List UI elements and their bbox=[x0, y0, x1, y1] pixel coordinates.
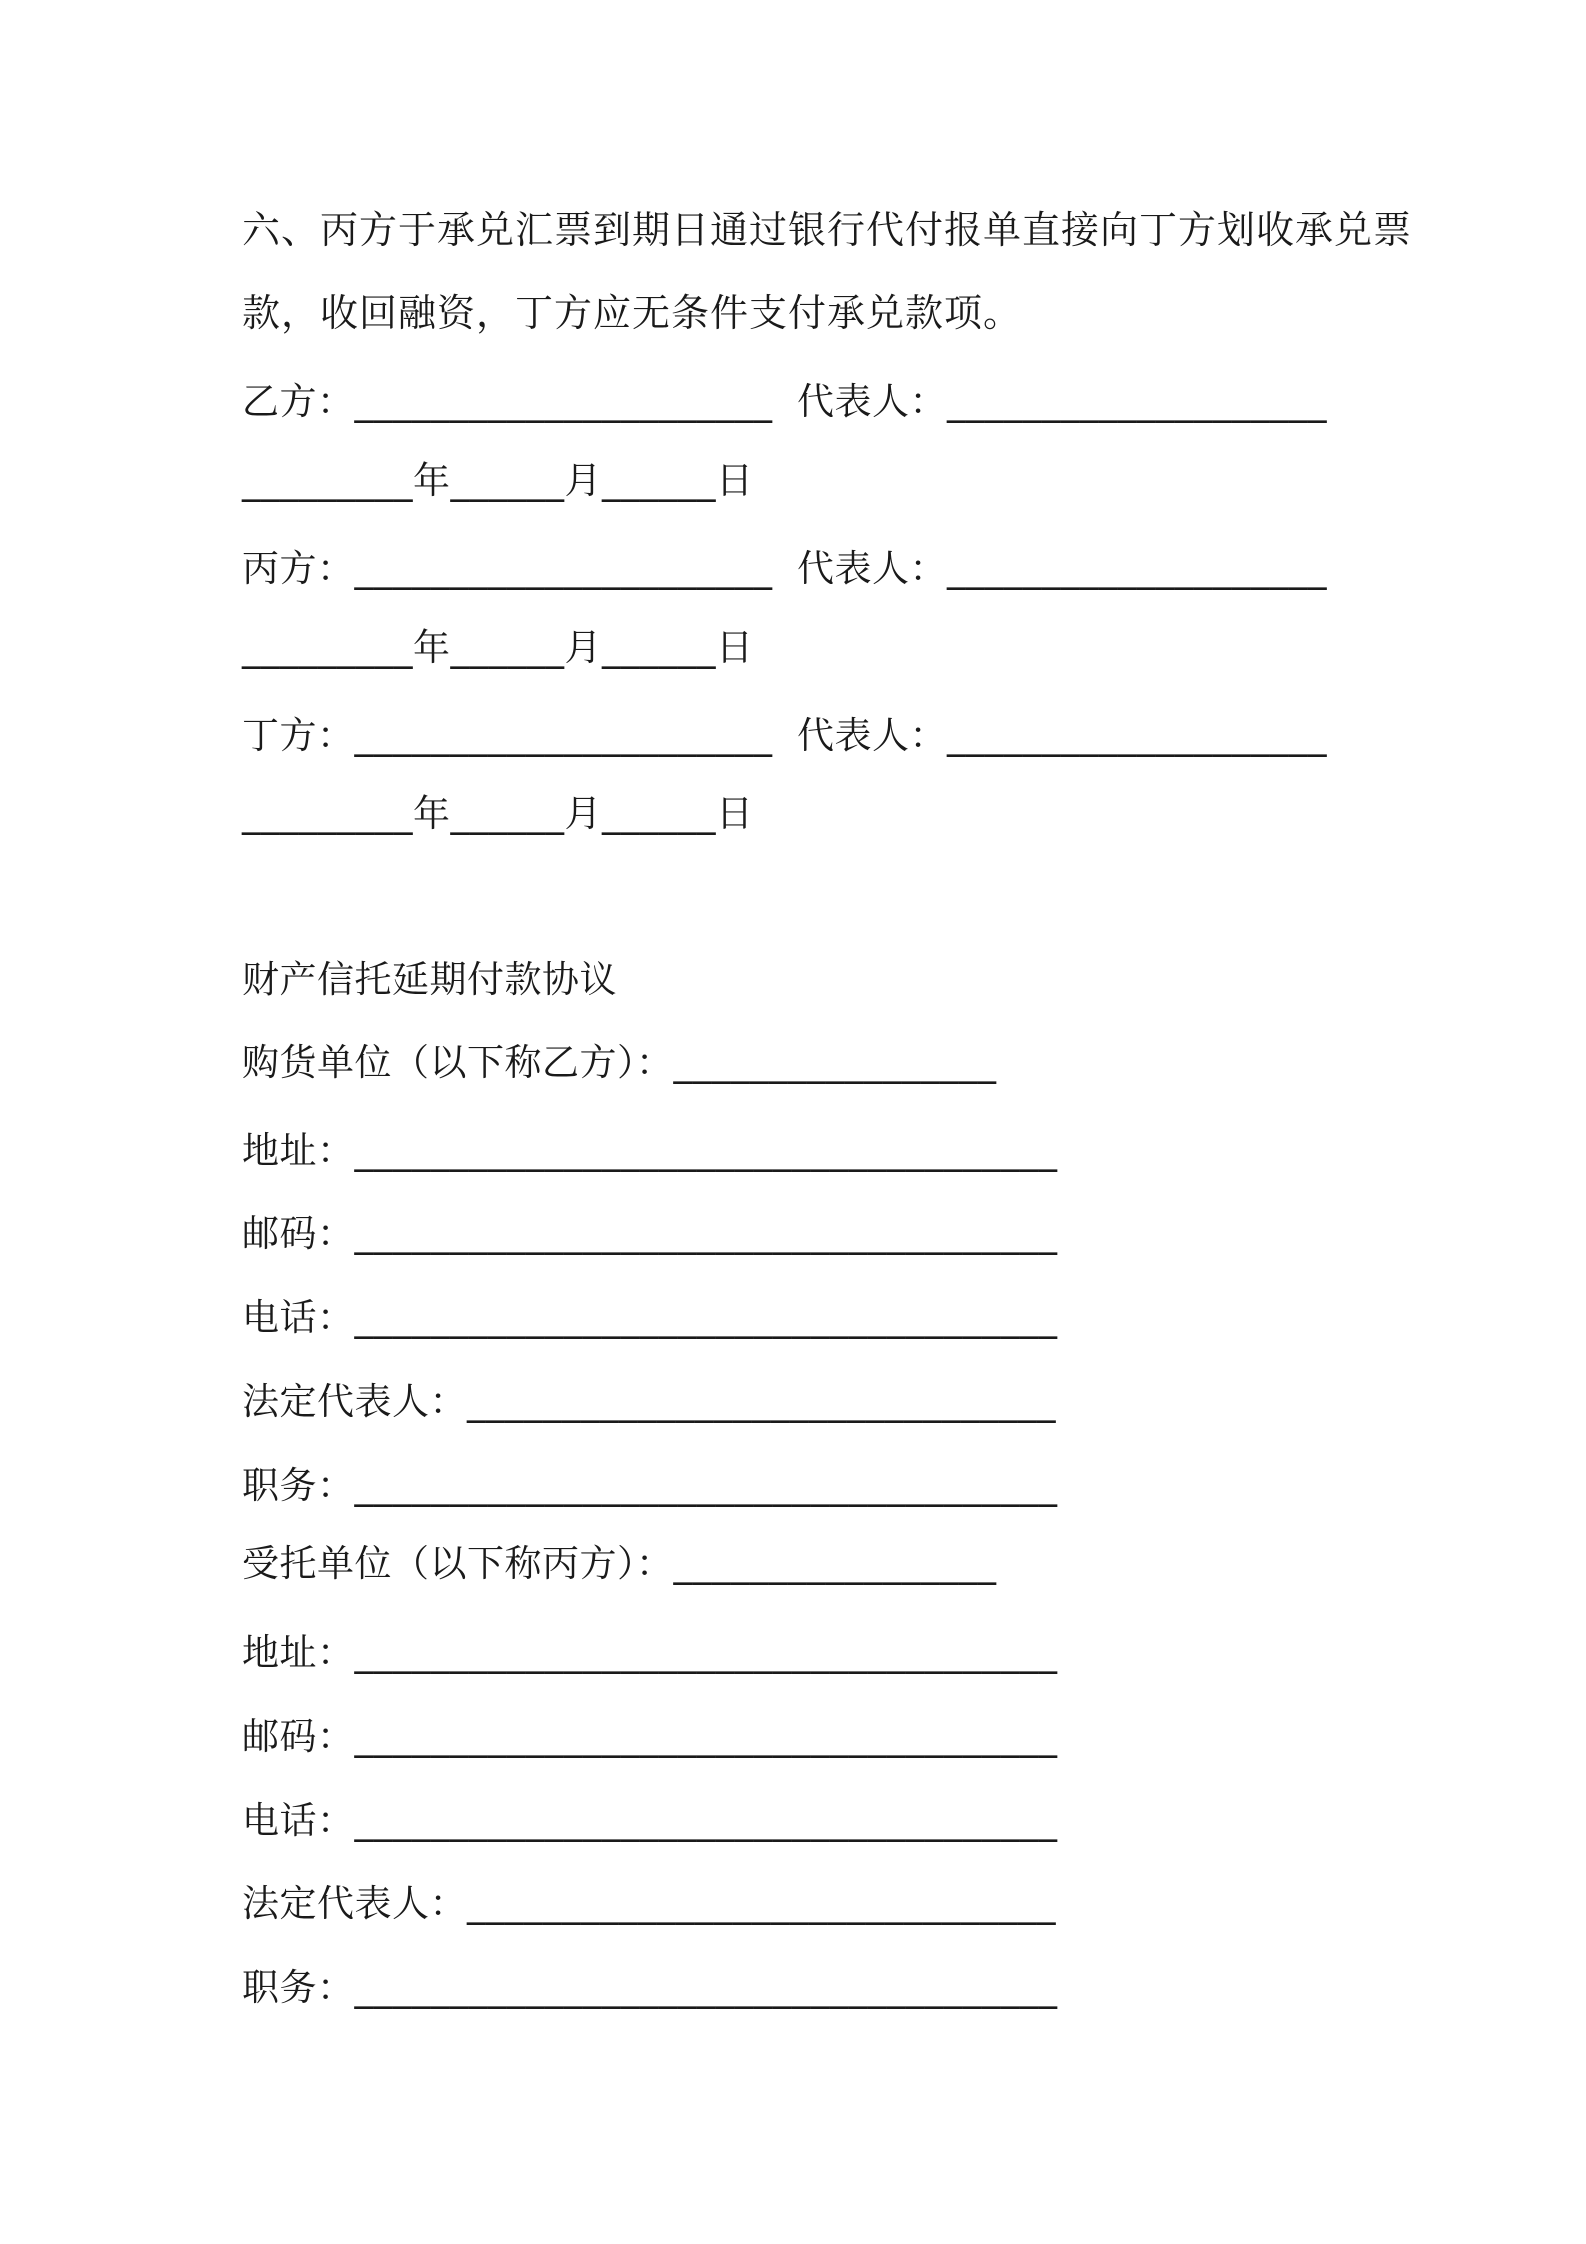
buyer-phone: 电话：_____________________________________ bbox=[242, 1296, 1058, 1339]
trustee-position: 职务：_____________________________________ bbox=[242, 1966, 1058, 2009]
party-yi-date: _________年______月______日 bbox=[242, 459, 754, 502]
buyer-position: 职务：_____________________________________ bbox=[242, 1464, 1058, 1507]
clause-6-line-1: 六、丙方于承兑汇票到期日通过银行代付报单直接向丁方划收承兑票 bbox=[242, 208, 1413, 252]
trustee-postcode: 邮码：_____________________________________ bbox=[242, 1715, 1058, 1758]
trustee-legal-rep: 法定代表人：_______________________________ bbox=[242, 1882, 1056, 1925]
party-bing-date: _________年______月______日 bbox=[242, 626, 754, 669]
party-bing-signature: 丙方：______________________ 代表人：____________________ bbox=[242, 547, 1328, 590]
agreement-title: 财产信托延期付款协议 bbox=[242, 958, 617, 1001]
trustee-address: 地址：_____________________________________ bbox=[242, 1631, 1058, 1674]
clause-6-line-2: 款，收回融资，丁方应无条件支付承兑款项。 bbox=[242, 291, 1023, 335]
buyer-unit: 购货单位（以下称乙方）：_________________ bbox=[242, 1041, 997, 1084]
trustee-unit: 受托单位（以下称丙方）：_________________ bbox=[242, 1542, 997, 1585]
buyer-postcode: 邮码：_____________________________________ bbox=[242, 1212, 1058, 1255]
party-yi-signature: 乙方：______________________ 代表人：____________________ bbox=[242, 380, 1328, 423]
party-ding-signature: 丁方：______________________ 代表人：____________________ bbox=[242, 714, 1328, 757]
buyer-address: 地址：_____________________________________ bbox=[242, 1129, 1058, 1172]
trustee-phone: 电话：_____________________________________ bbox=[242, 1799, 1058, 1842]
party-ding-date: _________年______月______日 bbox=[242, 792, 754, 835]
buyer-legal-rep: 法定代表人：_______________________________ bbox=[242, 1380, 1056, 1423]
